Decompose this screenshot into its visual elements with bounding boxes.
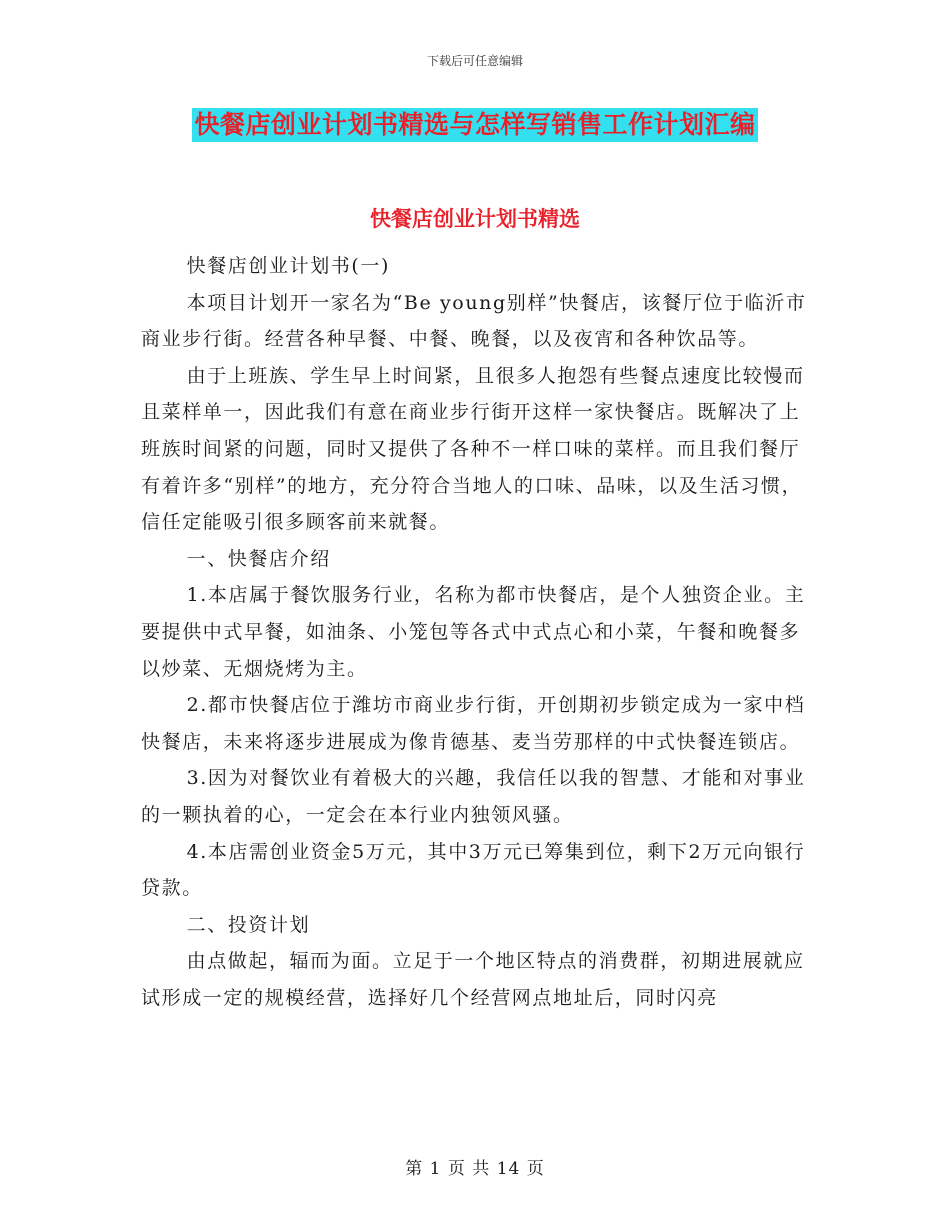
main-title-container bbox=[0, 108, 950, 142]
paragraph-investment: 由点做起，辐而为面。立足于一个地区特点的消费群，初期进展就应试形成一定的规模经营，选择好几个经营网点地址后，同时闪亮 bbox=[141, 950, 805, 1009]
paragraph-reason: 由于上班族、学生早上时间紧，且很多人抱怨有些餐点速度比较慢而且菜样单一，因此我们有意在商业步行街开这样一家快餐店。既解决了上班族时间紧的问题，同时又提供了各种不一样口味的菜样。而且我们餐厅有着许多“别样”的地方，充分符合当地人的口味、品味，以及生活习惯，信任定能吸引很多顾客前来就餐。 bbox=[141, 364, 805, 534]
paragraph-section-1-heading: 一、快餐店介绍 bbox=[186, 547, 331, 570]
paragraph-item-4: 4.本店需创业资金5万元，其中3万元已筹集到位，剩下2万元向银行贷款。 bbox=[141, 840, 806, 900]
paragraph-plan-heading: 快餐店创业计划书(一) bbox=[186, 255, 391, 277]
paragraph-section-2-heading: 二、投资计划 bbox=[186, 913, 311, 936]
paragraph-intro: 本项目计划开一家名为“Be young别样”快餐店，该餐厅位于临沂市商业步行街。经营各种早餐、中餐、晚餐，以及夜宵和各种饮品等。 bbox=[141, 291, 807, 351]
paragraph-item-3: 3.因为对餐饮业有着极大的兴趣，我信任以我的智慧、才能和对事业的一颗执着的心，一定会在本行业内独领风骚。 bbox=[141, 767, 806, 826]
paragraph-item-2: 2.都市快餐店位于潍坊市商业步行街，开创期初步锁定成为一家中档快餐店，未来将逐步进展成为像肯德基、麦当劳那样的中式快餐连锁店。 bbox=[141, 694, 806, 753]
section-title: 快餐店创业计划书精选 bbox=[370, 207, 580, 231]
page-indicator: 第 1 页 共 14 页 bbox=[405, 1159, 545, 1179]
main-title: 快餐店创业计划书精选与怎样写销售工作计划汇编 bbox=[192, 108, 757, 142]
paragraph-item-1: 1.本店属于餐饮服务行业，名称为都市快餐店，是个人独资企业。主要提供中式早餐，如油条、小笼包等各式中式点心和小菜，午餐和晚餐多以炒菜、无烟烧烤为主。 bbox=[141, 584, 806, 680]
download-note: 下载后可任意编辑 bbox=[426, 54, 523, 68]
document-body bbox=[141, 248, 813, 1016]
